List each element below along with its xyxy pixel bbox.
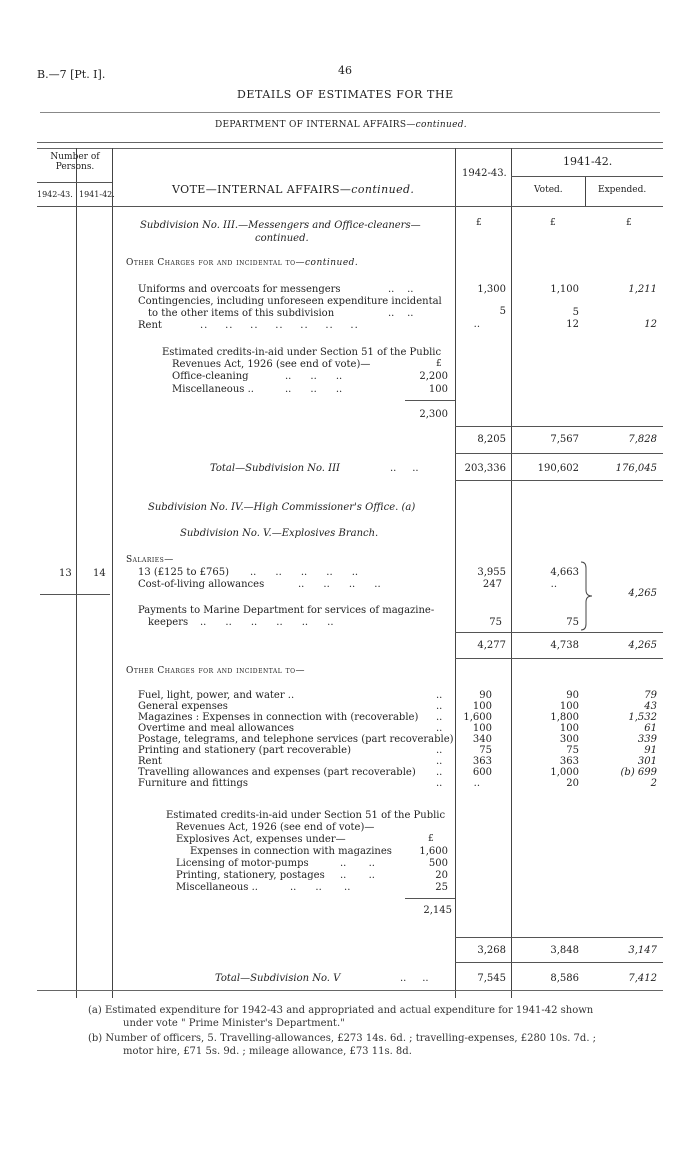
sub5-total-expended: 7,412 (628, 973, 657, 984)
leaders: .. .. (390, 463, 419, 474)
sub5-item-voted: 363 (559, 756, 579, 767)
sub5-col-1942: 247 (482, 579, 502, 590)
sub3-credit-label: Miscellaneous .. (172, 384, 254, 395)
sub5-oc-rule (455, 937, 663, 938)
sub3-total-voted: 190,602 (537, 463, 579, 474)
sub5-item-label: Rent (138, 756, 162, 767)
sub3-credit-amount: 100 (428, 384, 448, 395)
sub3-item-expended: 1,211 (628, 284, 657, 295)
col-voted-header: Voted. (534, 185, 563, 195)
sub3-oc-rule (455, 426, 663, 427)
page-title: DETAILS OF ESTIMATES FOR THE (237, 88, 454, 101)
sub3-item-voted: 5 (572, 307, 579, 318)
leaders: .. .. (388, 284, 414, 295)
sub3-total-rule (455, 453, 663, 454)
page-number: 46 (338, 64, 352, 77)
sub5-salaries-total-1942: 4,277 (477, 640, 506, 651)
leaders: .. .. .. .. (298, 579, 381, 590)
table-top-rule-2 (37, 148, 663, 149)
pound-credits: £ (428, 834, 434, 844)
sub5-credits-total: 2,145 (423, 905, 452, 916)
sub3-item-label: Uniforms and overcoats for messengers (138, 284, 341, 295)
sub5-item-expended: 61 (644, 723, 657, 734)
sub3-credit-amount: 2,200 (419, 371, 448, 382)
sub5-other-charges: Other Charges for and incidental to— (126, 666, 305, 676)
sub3-other-charges: Other Charges for and incidental to—continued. (126, 258, 359, 268)
sub5-item-label: Overtime and meal allowances (138, 723, 295, 734)
persons-header: Number of Persons. (50, 152, 100, 172)
leaders: .. .. .. (285, 384, 343, 395)
leaders: .. .. (400, 973, 429, 984)
sub5-item-1942: 100 (472, 701, 492, 712)
year-head-rule (511, 176, 663, 177)
sub5-salary-voted: 4,663 (550, 567, 579, 578)
sub5-item-1942: 90 (479, 690, 492, 701)
footnote-b-cont: motor hire, £71 5s. 9d. ; mileage allowance, £73 11s. 8d. (123, 1046, 412, 1057)
credits-rule (405, 898, 455, 899)
pound-expended: £ (626, 218, 632, 228)
sub5-total-voted: 8,586 (550, 973, 579, 984)
sub5-credit-label: Licensing of motor-pumps (176, 858, 309, 869)
col-divider-persons (76, 148, 77, 998)
sub3-total-expended: 176,045 (615, 463, 657, 474)
sub3-item-1942: 1,300 (477, 284, 506, 295)
sub5-item-voted: 75 (566, 745, 579, 756)
leaders: .. .. .. (290, 882, 351, 893)
sub5-item-voted: 100 (559, 723, 579, 734)
sub5-oc-total-expended: 3,147 (628, 945, 657, 956)
sub5-item-expended: 2 (650, 778, 657, 789)
footnote-a: (a) Estimated expenditure for 1942-43 and appropriated and actual expenditure for 1941-42 shown (88, 1005, 594, 1016)
persons-1942-header: 1942-43. (37, 190, 73, 199)
sub5-item-expended: 43 (644, 701, 657, 712)
sub5-oc-total-1942: 3,268 (477, 945, 506, 956)
sub5-marine-label-2: keepers (148, 617, 189, 628)
sub3-oc-total-1942: 8,205 (477, 434, 506, 445)
leaders: .. .. .. (285, 371, 343, 382)
sub5-item-voted: 20 (566, 778, 579, 789)
sub5-credit-amount: 20 (435, 870, 448, 881)
sub5-col-voted: .. (550, 579, 557, 590)
sub5-item-label: Fuel, light, power, and water .. (138, 690, 295, 701)
sub5-item-label: General expenses (138, 701, 228, 712)
sub5-salaries-label: Salaries— (126, 555, 174, 565)
sub3-credits-intro-2: Revenues Act, 1926 (see end of vote)— (172, 359, 371, 370)
sub5-item-1942: 100 (472, 723, 492, 734)
footnote-b: (b) Number of officers, 5. Travelling-allowances, £273 14s. 6d. ; travelling-expenses, £280 10s. 7d. ; (88, 1033, 597, 1044)
sub3-item-1942: 5 (499, 306, 506, 317)
sub5-item-expended: 1,532 (628, 712, 657, 723)
sub5-item-voted: 1,800 (550, 712, 579, 723)
leaders: .. .. .. .. .. .. (200, 617, 334, 628)
sub5-col-label: Cost-of-living allowances (138, 579, 265, 590)
sub3-item-voted: 1,100 (550, 284, 579, 295)
pound-voted: £ (550, 218, 556, 228)
sub3-oc-total-voted: 7,567 (550, 434, 579, 445)
sub3-credits-total: 2,300 (419, 409, 448, 420)
leaders: .. .. (340, 870, 375, 881)
table-top-rule (37, 142, 663, 143)
sub3-item-voted: 12 (566, 319, 579, 330)
col-expended-header: Expended. (598, 185, 647, 195)
sub5-salaries-total-voted: 4,738 (550, 640, 579, 651)
sub5-item-expended: (b) 699 (620, 767, 657, 778)
sub5-credit-label: Expenses in connection with magazines (190, 846, 392, 857)
col-divider-expended-head (585, 176, 586, 206)
col-1942-header: 1942-43. (462, 168, 507, 179)
page-reference: B.—7 [Pt. I]. (37, 68, 106, 81)
col-1941-header: 1941-42. (563, 155, 613, 168)
sub3-item-expended: 12 (644, 319, 657, 330)
sub5-credits-intro-2: Revenues Act, 1926 (see end of vote)— (176, 822, 375, 833)
sub5-item-voted: 90 (566, 690, 579, 701)
sub5-credit-label: Printing, stationery, postages (176, 870, 325, 881)
sub5-oc-total-voted: 3,848 (550, 945, 579, 956)
col-divider-1942 (455, 148, 456, 998)
col-divider-text (112, 148, 113, 998)
sub5-credits-intro: Estimated credits-in-aid under Section 51 of the Public (166, 810, 446, 821)
sub5-item-label: Travelling allowances and expenses (part recoverable) (138, 767, 416, 778)
sub5-persons-1942: 13 (59, 568, 72, 579)
sub5-marine-voted: 75 (566, 617, 579, 628)
sub5-item-voted: 300 (559, 734, 579, 745)
sub5-item-label: Magazines : Expenses in connection with (recoverable) (138, 712, 419, 723)
sub5-total-1942: 7,545 (477, 973, 506, 984)
sub5-credit-amount: 500 (428, 858, 448, 869)
sub5-item-expended: 79 (644, 690, 657, 701)
sub3-item-label: Rent (138, 320, 162, 331)
sub5-item-1942: .. (473, 778, 480, 789)
sub3-item-label: Contingencies, including unforeseen expenditure incidental (138, 296, 442, 307)
pound-1942: £ (476, 218, 482, 228)
persons-1941-header: 1941-42. (79, 190, 115, 199)
leaders: .. .. .. .. .. .. .. .. (436, 690, 443, 789)
sub3-credit-label: Office-cleaning (172, 371, 249, 382)
sub5-item-expended: 339 (637, 734, 657, 745)
credits-rule (405, 400, 455, 401)
sub5-item-expended: 91 (644, 745, 657, 756)
sub4-heading: Subdivision No. IV.—High Commissioner's Office. (a) (148, 502, 416, 513)
sub5-salaries-total-expended: 4,265 (628, 640, 657, 651)
sub5-credit-label: Miscellaneous .. (176, 882, 258, 893)
sub5-salary-line: 13 (£125 to £765) (138, 567, 230, 578)
sub3-oc-total-expended: 7,828 (628, 434, 657, 445)
sub5-item-1942: 600 (472, 767, 492, 778)
sub5-credit-amount: 25 (435, 882, 448, 893)
sub5-brace-expended: 4,265 (628, 588, 657, 599)
sub5-item-label: Furniture and fittings (138, 778, 248, 789)
leaders: .. .. .. .. .. (250, 567, 359, 578)
leaders: .. .. (388, 308, 414, 319)
vote-title: VOTE—INTERNAL AFFAIRS—continued. (172, 183, 415, 196)
sub5-item-1942: 1,600 (463, 712, 492, 723)
persons-head-rule (37, 182, 112, 183)
sub5-marine-1942: 75 (489, 617, 502, 628)
sub5-item-voted: 1,000 (550, 767, 579, 778)
leaders: .. .. .. .. .. .. .. (200, 320, 359, 331)
sub5-item-label: Printing and stationery (part recoverable) (138, 745, 351, 756)
sub3-total-1942: 203,336 (464, 463, 506, 474)
sub5-credit-amount: 1,600 (419, 846, 448, 857)
sub5-total-label: Total—Subdivision No. V (215, 973, 341, 984)
sub3-item-label-cont: to the other items of this subdivision (148, 308, 335, 319)
table-bottom-rule (37, 990, 663, 991)
sub5-salary-1942: 3,955 (477, 567, 506, 578)
sub3-total-bottom-rule (455, 480, 663, 481)
sub5-item-label: Postage, telegrams, and telephone services (part recoverable) (138, 734, 454, 745)
sub3-credits-intro: Estimated credits-in-aid under Section 51 of the Public (162, 347, 442, 358)
sub3-heading-cont: continued. (255, 233, 309, 244)
page-subtitle: DEPARTMENT OF INTERNAL AFFAIRS—continued. (215, 120, 467, 130)
sub3-total-label: Total—Subdivision No. III (210, 463, 341, 474)
persons-rule (40, 594, 110, 595)
sub5-item-1942: 75 (479, 745, 492, 756)
pound-credits: £ (436, 359, 442, 369)
col-divider-voted (511, 148, 512, 998)
sub5-item-1942: 363 (472, 756, 492, 767)
sub5-marine-label: Payments to Marine Department for services of magazine- (138, 605, 435, 616)
sub5-salaries-bottom-rule (455, 658, 663, 659)
sub3-heading: Subdivision No. III.—Messengers and Office-cleaners— (140, 220, 421, 231)
sub5-total-rule (455, 962, 663, 963)
sub5-item-expended: 301 (637, 756, 657, 767)
header-rule (40, 112, 660, 113)
sub5-salaries-rule (455, 632, 663, 633)
sub5-credits-act: Explosives Act, expenses under— (176, 834, 346, 845)
sub5-persons-1941: 14 (93, 568, 106, 579)
sub5-item-voted: 100 (559, 701, 579, 712)
sub5-item-1942: 340 (472, 734, 492, 745)
footnote-a-cont: under vote " Prime Minister's Department." (123, 1018, 345, 1029)
sub3-item-1942: .. (473, 319, 480, 330)
sub5-heading: Subdivision No. V.—Explosives Branch. (180, 528, 379, 539)
leaders: .. .. (340, 858, 375, 869)
head-bottom-rule (37, 206, 663, 207)
